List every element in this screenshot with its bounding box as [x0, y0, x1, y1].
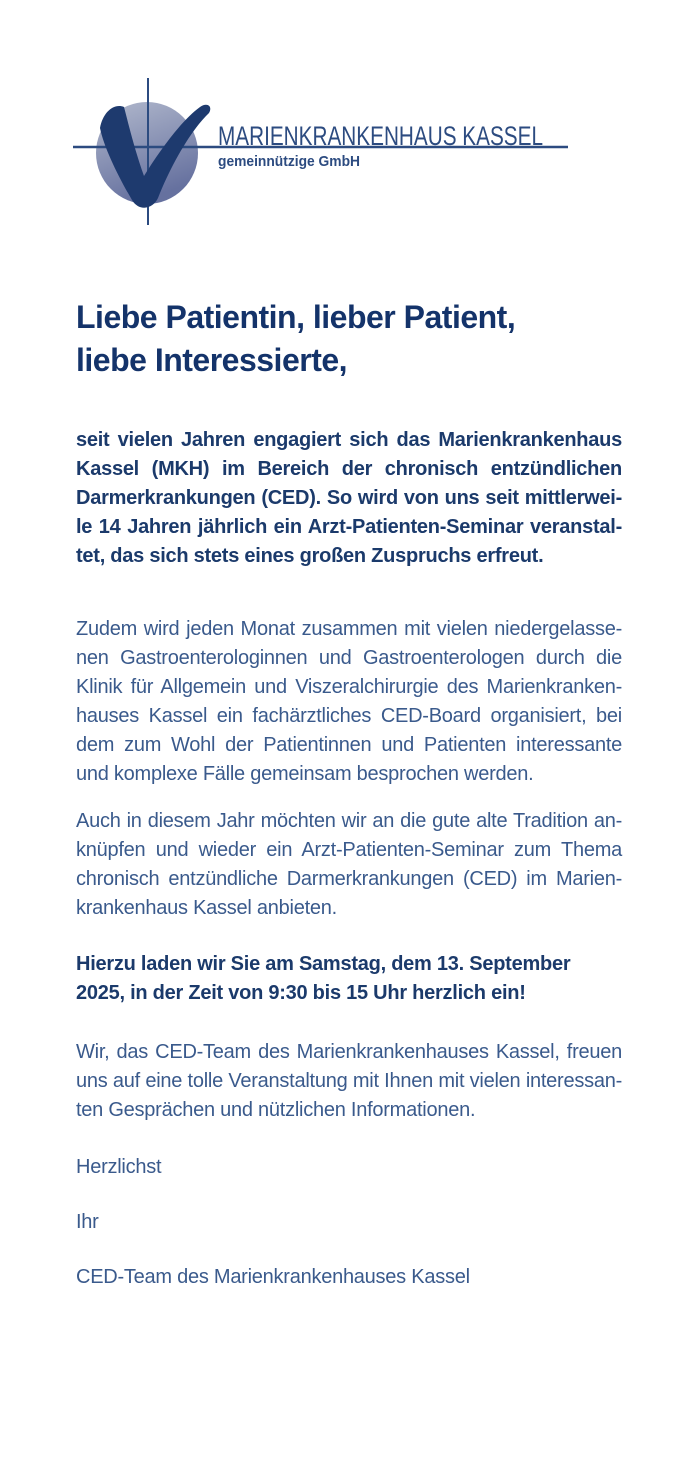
- paragraph-intro: seit vielen Jahren engagiert sich das Marienkrankenhaus Kassel (MKH) im Bereich der chronisch entzündlichen Darmerkrankungen (CED). So wird von uns seit mittlerwei- le 14 Jahren jährlich ein Arzt-Patienten-Seminar veranstal- tet, das sich stets eines großen Zuspruchs erfreut.: [76, 429, 622, 567]
- salutation-heading: Liebe Patientin, lieber Patient, liebe Interessierte,: [76, 299, 516, 378]
- paragraph-tradition: Auch in diesem Jahr möchten wir an die gute alte Tradition an- knüpfen und wieder ein Arzt-Patienten-Seminar zum Thema chronisch entzündliche Darmerkrankungen (CED) im Marien- krankenhaus Kassel anbieten.: [76, 810, 622, 919]
- paragraph-outlook: Wir, das CED-Team des Marienkrankenhauses Kassel, freuen uns auf eine tolle Veranstaltung mit Ihnen mit vielen interessan- ten Gesprächen und nützlichen Informationen.: [76, 1041, 622, 1121]
- paragraph-invitation-date: Hierzu laden wir Sie am Samstag, dem 13. September 2025, in der Zeit von 9:30 bis 15 Uhr herzlich ein!: [76, 953, 571, 1004]
- org-name: MARIENKRANKENHAUS KASSEL: [218, 121, 543, 151]
- closing-signature-team: CED-Team des Marienkrankenhauses Kassel: [76, 1266, 470, 1288]
- org-subtitle: gemeinnützige GmbH: [218, 153, 360, 170]
- closing-ihr: Ihr: [76, 1211, 99, 1233]
- hospital-logo: [40, 70, 600, 240]
- closing-herzlichst: Herzlichst: [76, 1156, 162, 1178]
- paragraph-ced-board: Zudem wird jeden Monat zusammen mit vielen niedergelasse- nen Gastroenterologinnen und Gastroenterologen durch die Klinik für Allgemein und Viszeralchirurgie des Marienkranken- hauses Kassel ein fachärztliches CED-Board organisiert, bei dem zum Wohl der Patientinnen und Patienten interessante und komplexe Fälle gemeinsam besprochen werden.: [76, 618, 622, 785]
